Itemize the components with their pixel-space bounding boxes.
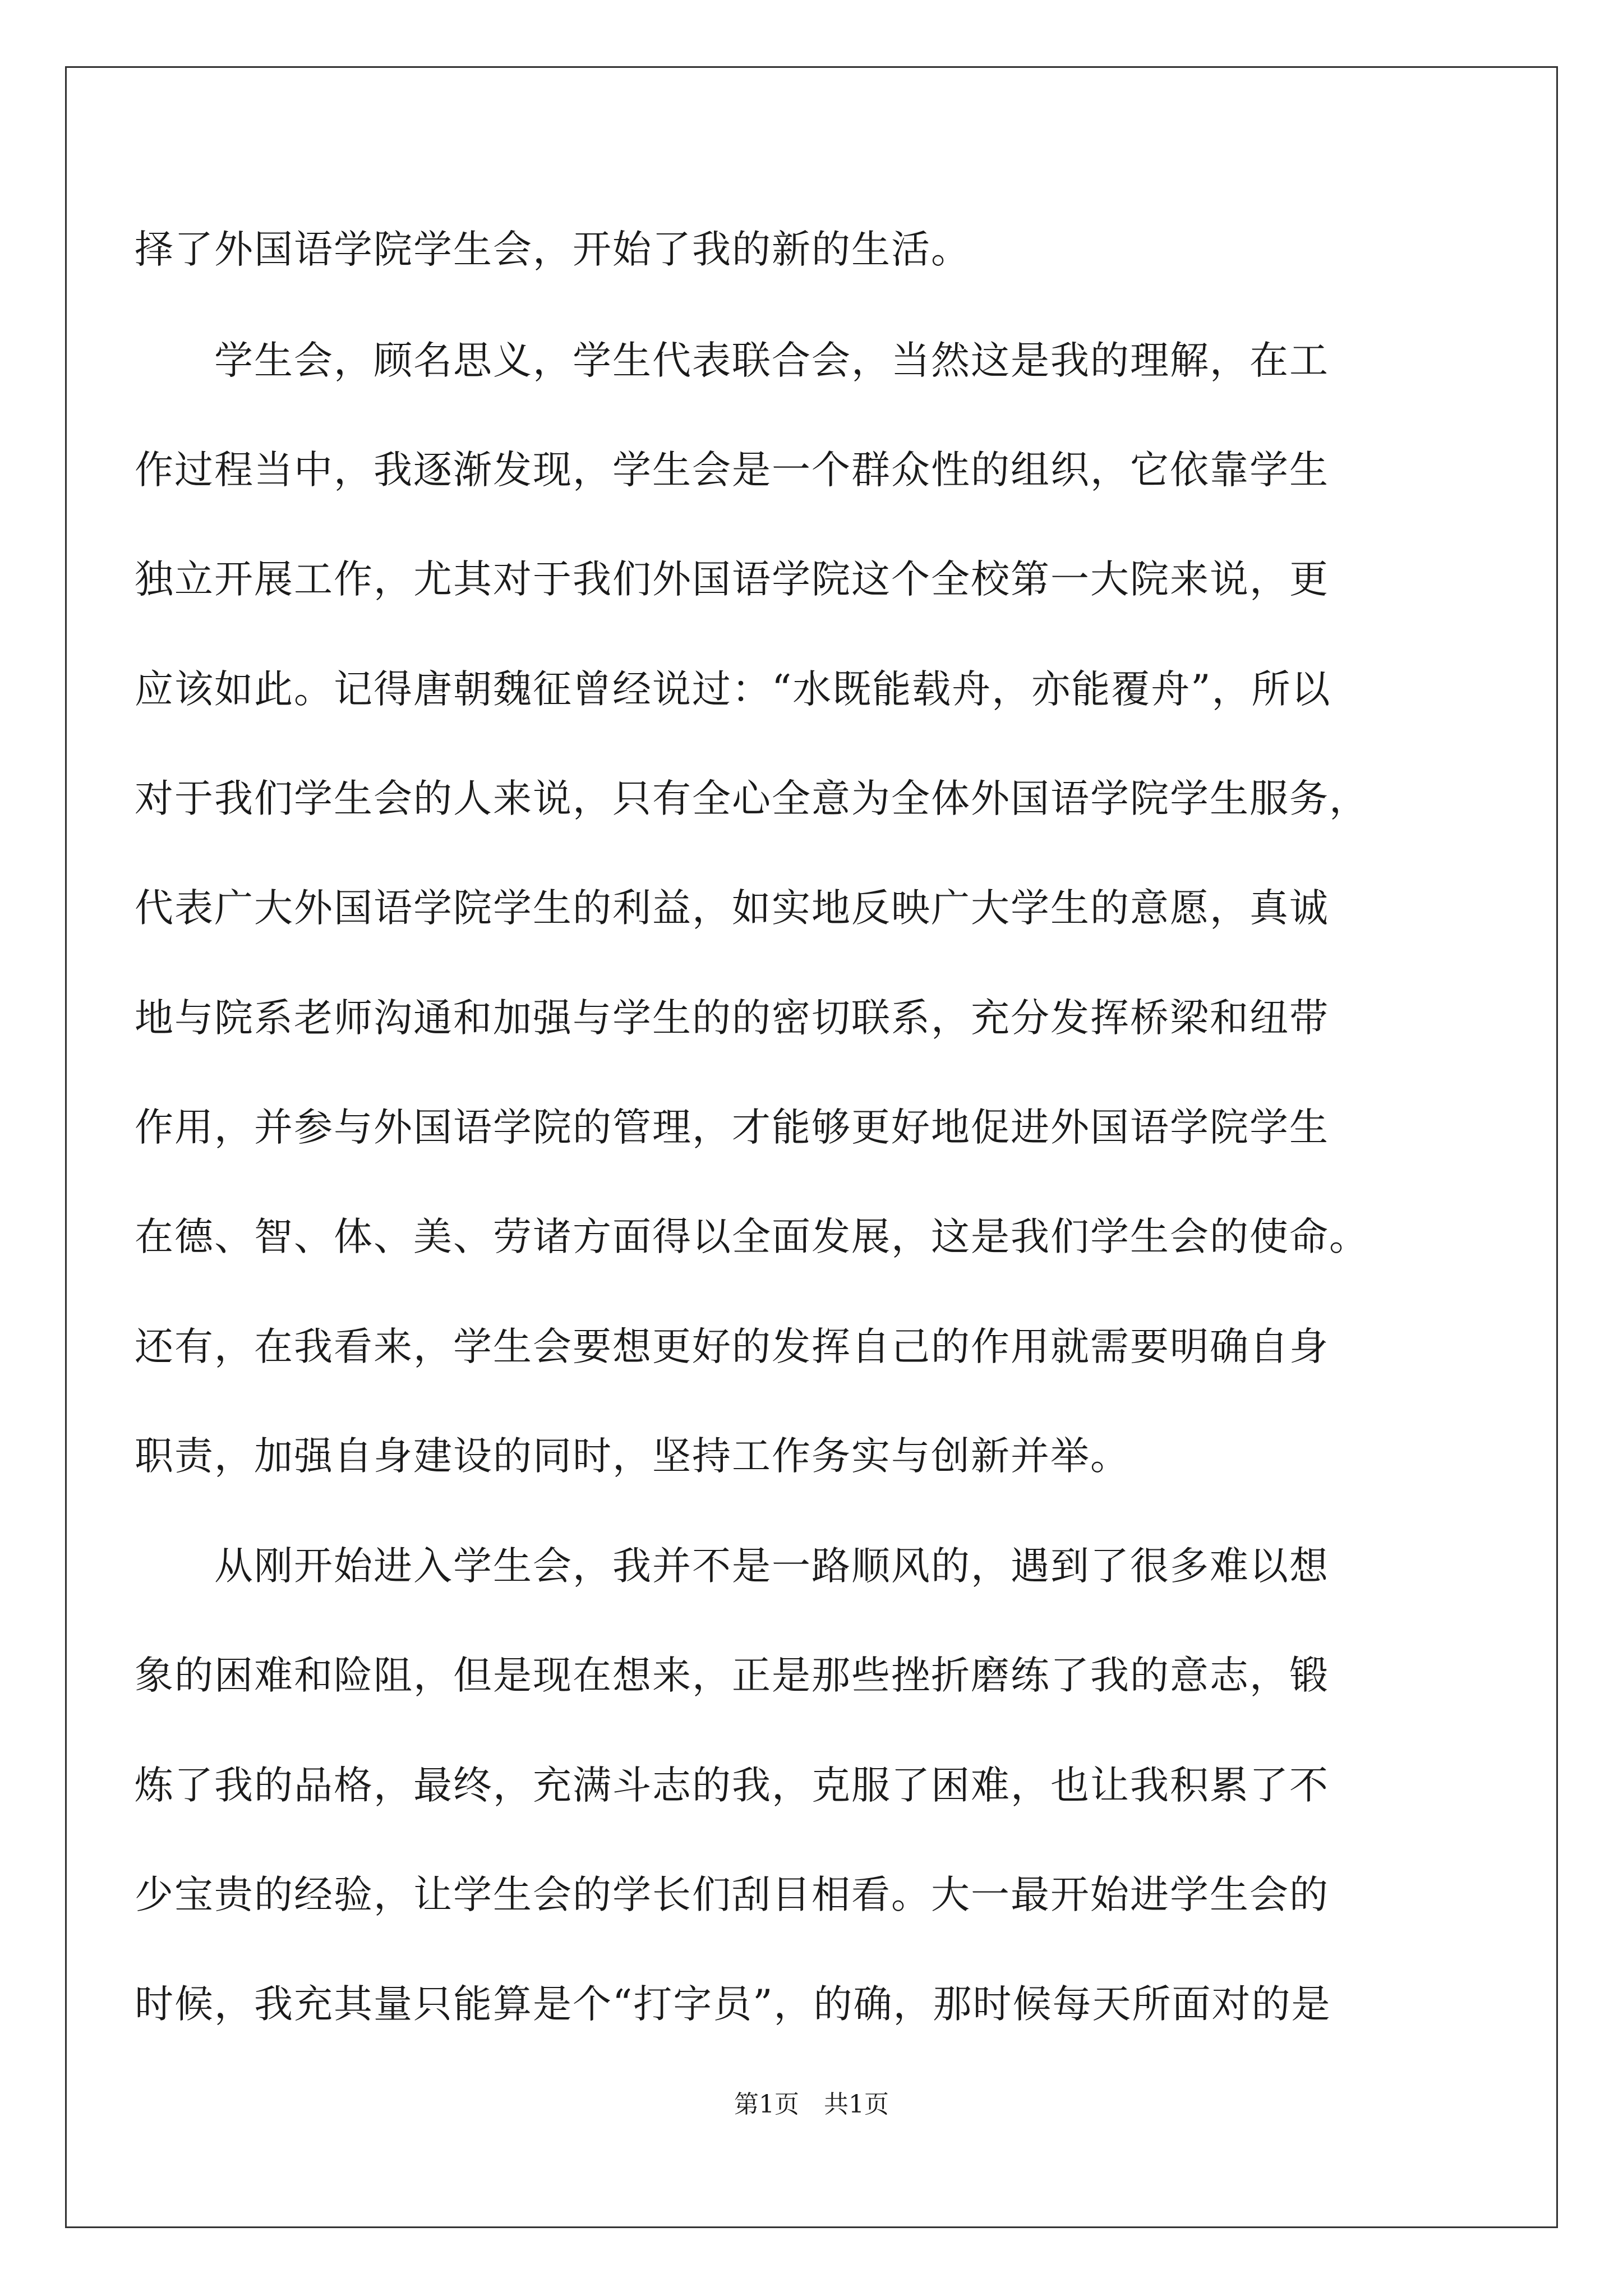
text-line: 职责，加强自身建设的同时，坚持工作务实与创新并举。 — [135, 1434, 1130, 1479]
text-line: 从刚开始进入学生会，我并不是一路顺风的，遇到了很多难以想 — [135, 1544, 1329, 1589]
text-line: 在德、智、体、美、劳诸方面得以全面发展，这是我们学生会的使命。 — [135, 1214, 1369, 1259]
text-line: 应该如此。记得唐朝魏征曾经说过：“水既能载舟，亦能覆舟”，所以 — [135, 667, 1331, 712]
text-line: 独立开展工作，尤其对于我们外国语学院这个全校第一大院来说，更 — [135, 557, 1329, 602]
text-line: 对于我们学生会的人来说，只有全心全意为全体外国语学院学生服务， — [135, 776, 1369, 821]
text-line: 代表广大外国语学院学生的利益，如实地反映广大学生的意愿，真诚 — [135, 886, 1329, 931]
text-line: 地与院系老师沟通和加强与学生的的密切联系，充分发挥桥梁和纽带 — [135, 996, 1329, 1041]
text-line: 少宝贵的经验，让学生会的学长们刮目相看。大一最开始进学生会的 — [135, 1872, 1329, 1917]
page-number: 第1页 共1页 — [734, 2090, 889, 2119]
text-line: 作用，并参与外国语学院的管理，才能够更好地促进外国语学院学生 — [135, 1105, 1329, 1150]
text-line: 学生会，顾名思义，学生代表联合会，当然这是我的理解，在工 — [135, 338, 1329, 383]
text-line: 时候，我充其量只能算是个“打字员”，的确，那时候每天所面对的是 — [135, 1982, 1331, 2027]
text-line: 象的困难和险阻，但是现在想来，正是那些挫折磨练了我的意志，锻 — [135, 1653, 1329, 1698]
text-line: 炼了我的品格，最终，充满斗志的我，克服了困难，也让我积累了不 — [135, 1763, 1329, 1808]
text-line: 作过程当中，我逐渐发现，学生会是一个群众性的组织，它依靠学生 — [135, 448, 1329, 493]
text-line: 还有，在我看来，学生会要想更好的发挥自己的作用就需要明确自身 — [135, 1324, 1329, 1369]
text-line: 择了外国语学院学生会，开始了我的新的生活。 — [135, 227, 971, 272]
